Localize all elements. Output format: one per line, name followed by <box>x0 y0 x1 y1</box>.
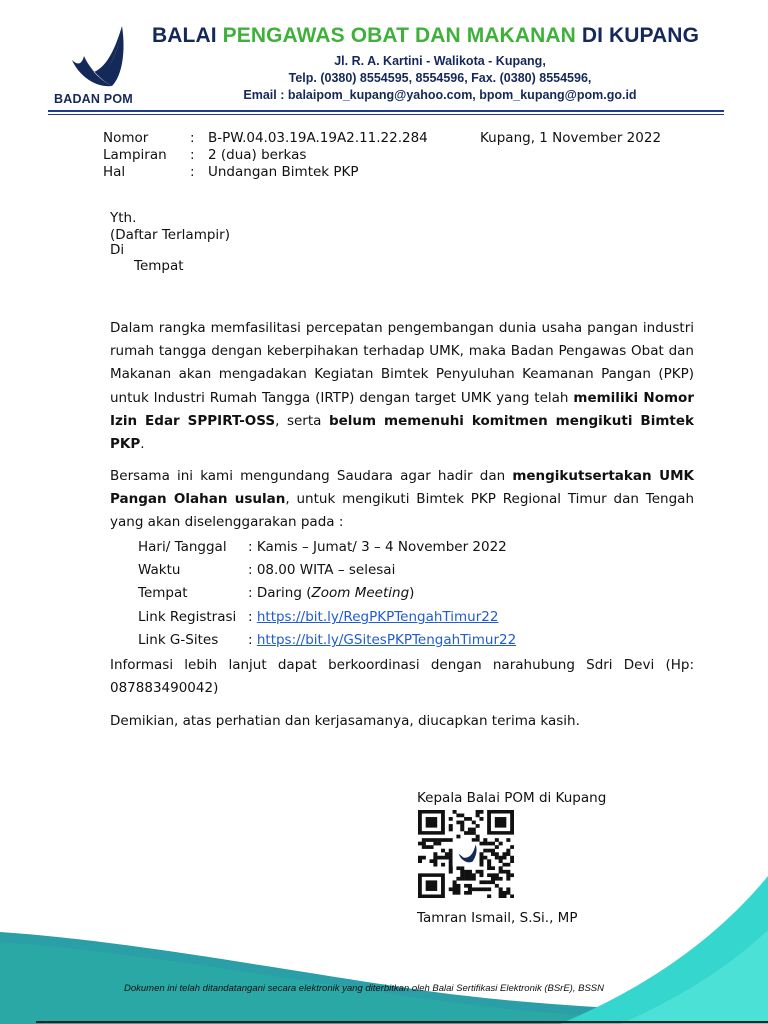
recipient-list: (Daftar Terlampir) <box>110 227 230 243</box>
letterhead-rule-thin <box>48 114 724 115</box>
p2-bold: mengikutsertakan UMK Pangan Olahan usulan <box>110 468 695 508</box>
p1-text-2: , serta <box>275 412 322 429</box>
field-value-lampiran: 2 (dua) berkas <box>208 147 307 163</box>
recipient-di: Di <box>110 242 125 258</box>
gsites-link[interactable]: https://bit.ly/GSitesPKPTengahTimur22 <box>256 632 517 648</box>
address-line: Jl. R. A. Kartini - Walikota - Kupang, <box>334 54 546 68</box>
signatory-name: Tamran Ismail, S.Si., MP <box>417 910 578 926</box>
logo-text: BADAN POM <box>54 92 133 106</box>
letter-date: Kupang, 1 November 2022 <box>480 130 662 146</box>
paragraph-2 <box>110 465 694 535</box>
detail-value-time: : 08.00 WITA – selesai <box>248 562 396 578</box>
letterhead-rule-thick <box>48 110 724 112</box>
badan-pom-swoosh-icon <box>64 22 134 92</box>
detail-label-registration: Link Registrasi <box>138 609 237 625</box>
detail-label-place: Tempat <box>138 585 188 601</box>
phone-line: Telp. (0380) 8554595, 8554596, Fax. (0380) 8554596, <box>288 71 592 85</box>
footer-line <box>36 1021 768 1023</box>
detail-value-registration <box>248 609 498 625</box>
p1-bold-1: memiliki Nomor Izin Edar SPPIRT-OSS <box>110 389 694 429</box>
detail-label-date: Hari/ Tanggal <box>138 539 227 555</box>
place-italic: Zoom Meeting <box>311 585 410 601</box>
recipient-tempat: Tempat <box>134 258 184 274</box>
recipient-yth: Yth. <box>110 210 137 226</box>
p1-text: Dalam rangka memfasilitasi percepatan pengembangan dunia usaha pangan industri rumah tangga dengan keberpihakan terhadap UMK, maka Badan Pengawas Obat dan Makanan akan mengadakan Kegiatan Bimtek Penyuluhan Keamanan Pangan (PKP) untuk Industri Rumah Tangga (IRTP) dengan target UMK yang telah <box>110 320 694 406</box>
field-value-hal: Undangan Bimtek PKP <box>208 164 359 180</box>
p2-text-2: , untuk mengikuti Bimtek PKP Regional Timur dan Tengah yang akan diselenggarakan pada : <box>110 491 695 531</box>
organization-title <box>152 24 732 48</box>
p1-bold-2: belum memenuhi komitmen mengikuti Bimtek PKP <box>110 412 694 453</box>
paragraph-1 <box>110 317 694 456</box>
field-colon: : <box>190 147 195 163</box>
place-post: ) <box>409 585 415 601</box>
footer-note: Dokumen ini telah ditandatangani secara elektronik yang diterbitkan oleh Balai Sertifikasi Elektronik (BSrE), BSSN <box>124 983 604 994</box>
p1-end: . <box>140 436 145 453</box>
field-colon: : <box>190 164 195 180</box>
reg-colon: : <box>248 609 257 625</box>
badan-pom-logo <box>50 22 146 110</box>
title-part-3: DI KUPANG <box>581 24 700 47</box>
p2-text: Bersama ini kami mengundang Saudara agar hadir dan <box>110 468 506 484</box>
place-pre: : Daring ( <box>248 585 312 601</box>
title-part-2: PENGAWAS OBAT DAN MAKANAN <box>222 24 576 47</box>
title-part-1: BALAI <box>152 24 217 47</box>
detail-value-date: : Kamis – Jumat/ 3 – 4 November 2022 <box>248 539 507 555</box>
paragraph-3: Informasi lebih lanjut dapat berkoordinasi dengan narahubung Sdri Devi (Hp: 087883490042) <box>110 657 694 697</box>
registration-link[interactable]: https://bit.ly/RegPKPTengahTimur22 <box>256 609 499 625</box>
field-label-nomor: Nomor <box>103 130 149 146</box>
paragraph-4: Demikian, atas perhatian dan kerjasamanya, diucapkan terima kasih. <box>110 713 580 729</box>
field-colon: : <box>190 130 195 146</box>
email-line: Email : balaipom_kupang@yahoo.com, bpom_kupang@pom.go.id <box>243 88 637 102</box>
field-label-hal: Hal <box>103 164 126 180</box>
signature-title: Kepala Balai POM di Kupang <box>417 790 607 806</box>
detail-value-place <box>248 585 414 601</box>
field-value-nomor: B-PW.04.03.19A.19A2.11.22.284 <box>208 130 428 146</box>
detail-label-time: Waktu <box>138 562 181 578</box>
detail-value-gsites <box>248 632 516 648</box>
footer-wave-decoration <box>0 870 768 1024</box>
detail-label-gsites: Link G-Sites <box>138 632 219 648</box>
field-label-lampiran: Lampiran <box>103 147 167 163</box>
gsites-colon: : <box>248 632 257 648</box>
